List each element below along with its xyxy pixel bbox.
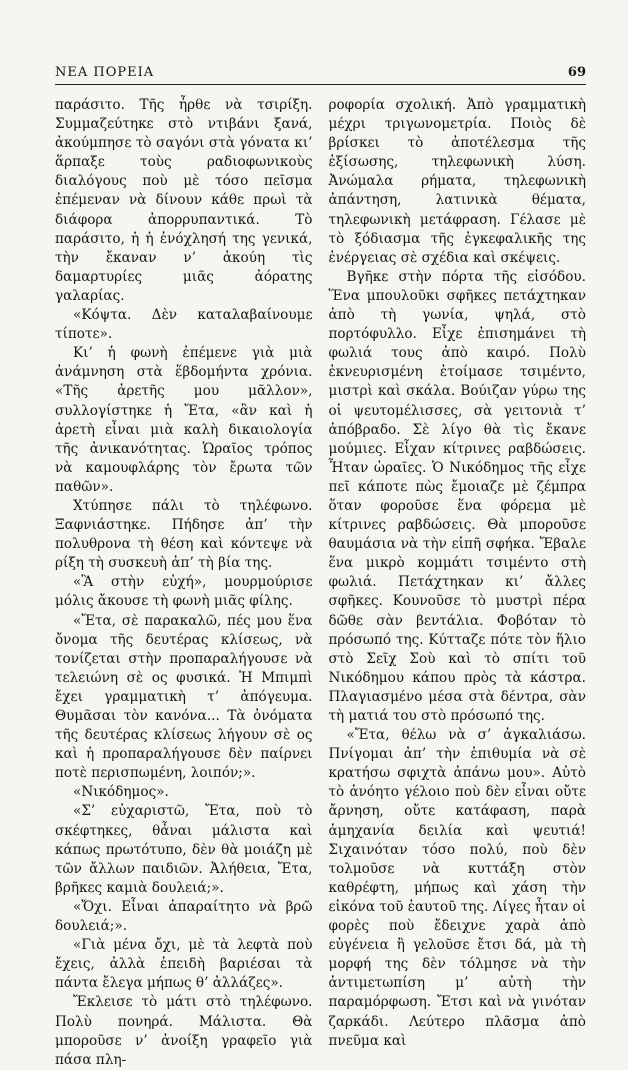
running-title: ΝΕΑ ΠΟΡΕΙΑ <box>55 65 155 80</box>
paragraph: «Ὄχι. Εἶναι ἀπαραίτητο νὰ βρῶ δουλειά;». <box>55 898 313 935</box>
paragraph: «Σ’ εὐχαριστῶ, Ἔτα, ποὺ τὸ σκέφτηκες, θἆναι μάλιστα καὶ κάπως πρωτότυπο, δὲν θὰ μοιάζη μὲ τῶν ἄλλων παιδιῶν. Ἀλήθεια, Ἔτα, βρῆκες καμιὰ δουλειά;». <box>55 803 313 896</box>
paragraph: Ἔκλεισε τὸ μάτι στὸ τηλέφωνο. Πολὺ πονηρά. Μάλιστα. Θὰ μποροῦσε ν’ ἀνοίξη γραφεῖο γιὰ πάσα πλη- <box>55 994 313 1068</box>
paragraph: «Ἔτα, σὲ παρακαλῶ, πές μου ἕνα ὄνομα τῆς δευτέρας κλίσεως, νὰ τονίζεται στὴν προπαραλήγουσε νὰ τελειώνη σὲ ος φυσικά. Ἡ Μπιμπὶ ἔχει γραμματικὴ τ’ ἀπόγευμα. Θυμᾶσαι τὸν κανόνα... Τὰ ὀνόματα τῆς δευτέρας κλίσεως λήγουν σὲ ος καὶ ἡ προπαραλήγουσε δὲν παίρνει ποτὲ περισπωμένη, λοιπόν;». <box>55 612 313 782</box>
right-column <box>328 96 587 1049</box>
paragraph: «Κόψτα. Δὲν καταλαβαίνουμε τίποτε». <box>55 307 313 343</box>
left-column <box>55 96 313 1068</box>
page-header <box>55 58 586 85</box>
paragraph: «Ἃ στὴν εὐχή», μουρμούρισε μόλις ἄκουσε τὴ φωνὴ μιᾶς φίλης. <box>55 574 313 610</box>
paragraph: Χτύπησε πάλι τὸ τηλέφωνο. Ξαφνιάστηκε. Πήδησε ἀπ’ τὴν πολυθρονα τὴ θέση καὶ κόντεψε νὰ ρίξη τὴ συσκευὴ ἀπ’ τὴ βία της. <box>55 497 313 572</box>
paragraph: «Ἔτα, θέλω νὰ σ’ ἀγκαλιάσω. Πνίγομαι ἀπ’ τὴν ἐπιθυμία νὰ σὲ κρατήσω σφιχτὰ ἀπάνω μου». Αὐτὸ τὸ ἀνόητο γέλοιο ποὺ δὲν εἶναι οὔτε ἄρνηση, οὔτε κατάφαση, παρὰ ἀμηχανία δειλία καὶ ψευτιά! Σιχαινόταν τόσο πολύ, ποὺ δὲν τολμοῦσε νὰ κυττάξη στὸν καθρέφτη, μήπως καὶ χάση τὴν εἰκόνα τοῦ ἑαυτοῦ της. Λίγες ἦταν οἱ φορὲς ποὺ ἔδειχνε χαρὰ ἀπὸ εὐγένεια ἢ γελοῦσε ἔτσι δά, μὰ τὴ μορφή της δὲν τόλμησε νὰ τὴν ἀντιμετωπίση μ’ αὐτὴ τὴν παραμόρφωση. Ἔτσι καὶ νὰ γινόταν ζαρκάδι. Λεύτερο πλᾶσμα ἀπὸ πνεῦμα καὶ <box>328 727 586 1049</box>
paragraph: «Νικόδημος». <box>73 784 169 801</box>
page-number: 69 <box>567 65 586 80</box>
paragraph: παράσιτο. Τῆς ἦρθε νὰ τσιρίξη. Συμμαζεύτηκε στὸ ντιβάνι ξανά, ἀκούμπησε τὸ σαγόνι στὰ γόνατα κι’ ἅρπαξε τοὺς ραδιοφωνικοὺς διαλόγους ποὺ μὲ τόσο πεῖσμα ἐπέμεναν νὰ δίνουν κάθε πρωὶ τὰ διάφορα ἀπορρυπαντικά. Τὸ παράσιτο, ἡ ἡ ἐνόχλησή της γενικά, τὴν ἔκαναν ν’ ἀκούη τὶς δαμαρτυρίες μιᾶς ἀόρατης γαλαρίας. <box>55 97 313 304</box>
paragraph: Κι’ ἡ φωνὴ ἐπέμενε γιὰ μιὰ ἀνάμνηση στὰ ἕβδομήντα χρόνια. «Τῆς ἀρετῆς μου μᾶλλον», συλλογίστηκε ἡ Ἔτα, «ἂν καὶ ἡ ἀρετὴ εἶναι μιὰ καλὴ δικαιολογία τῆς ἀνικανότητας. Ὡραῖος τρόπος νὰ καμουφλάρης τὸν ἔρωτα τῶν παθῶν». <box>55 345 313 495</box>
paragraph: Βγῆκε στὴν πόρτα τῆς εἰσόδου. Ἕνα μπουλοῦκι σφῆκες πετάχτηκαν ἀπὸ τὴ γωνία, ψηλά, στὸ πορτόφυλλο. Εἶχε ἐπισημάνει τὴ φωλιά τους ἀπὸ καιρό. Πολὺ ἐκνευρισμένη ἑτοίμασε τσιμέντο, μιστρὶ καὶ σκάλα. Βούιζαν γύρω της οἱ ψευτομέλισσες, σὰ γειτονιὰ τ’ ἀπόβραδο. Σὲ λίγο θὰ τὶς ἔκανε μούμιες. Εἶχαν κίτρινες ραβδώσεις. Ἦταν ὡραῖες. Ὁ Νικόδημος τῆς εἶχε πεῖ κάποτε πὼς ἔμοιαζε μὲ ζέμπρα ὅταν φοροῦσε ἕνα φόρεμα μὲ κίτρινες ραβδώσεις. Θὰ μποροῦσε θαυμάσια νὰ τὴν εἰπῆ σφήκα. Ἔβαλε ἕνα μικρὸ κομμάτι τσιμέντο στὴ φωλιά. Πετάχτηκαν κι’ ἄλλες σφῆκες. Κουνοῦσε τὸ μυστρὶ πέρα δῶθε σὰν βεντάλια. Φοβόταν τὸ πρόσωπό της. Κύτταζε πότε τὸν ἥλιο στὸ Σεῖχ Σοὺ καὶ τὸ σπίτι τοῦ Νικόδημου κάπου πρὸς τὰ κάστρα. Πλαγιασμένο μέσα στὰ δέντρα, σὰν τὴ ματιά του στὸ πρόσωπό της. <box>328 268 586 724</box>
paragraph: «Γιὰ μένα ὄχι, μὲ τὰ λεφτὰ ποὺ ἔχεις, ἀλλὰ ἐπειδὴ βαριέσαι τὰ πάντα ἔλεγα μήπως θ’ ἀλλάζες». <box>55 937 313 992</box>
text-columns <box>55 96 586 1068</box>
paragraph: ροφορία σχολική. Ἀπὸ γραμματικὴ μέχρι τριγωνομετρία. Ποιὸς δὲ βρίσκει τὸ ἀποτέλεσμα τῆς ἐξίσωσης, τηλεφωνικὴ λύση. Ἀνώμαλα ρήματα, τηλεφωνικὴ ἀπάντηση, λατινικὰ θέματα, τηλεφωνικὴ μετάφραση. Γέλασε μὲ τὸ ξόδιασμα τῆς ἐγκεφαλικῆς της ἐνέργειας σὲ σχέδια καὶ σκέψεις. <box>328 97 586 266</box>
